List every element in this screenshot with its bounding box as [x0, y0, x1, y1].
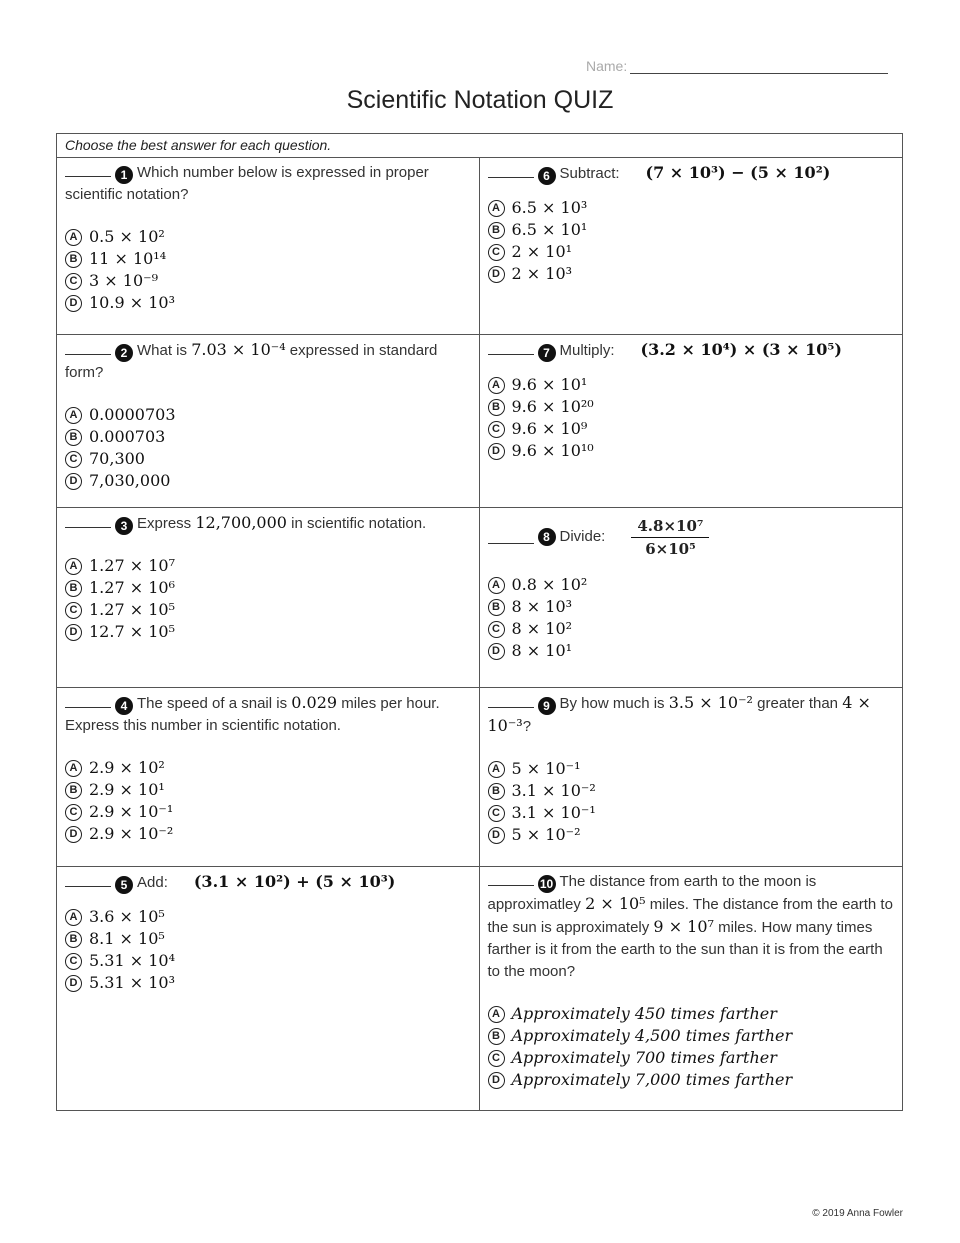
option-letter: D: [65, 624, 82, 641]
option-value: 5 × 10⁻²: [511, 825, 581, 844]
question-expression: 2 × 10⁵: [585, 894, 646, 913]
option-value: 1.27 × 10⁷: [89, 556, 175, 575]
option-letter: A: [488, 200, 505, 217]
name-blank-line[interactable]: [630, 59, 888, 74]
option-b[interactable]: [488, 596, 895, 618]
option-a[interactable]: [488, 374, 895, 396]
option-value: 0.0000703: [89, 405, 176, 424]
option-value: 8 × 10¹: [511, 641, 573, 660]
option-value: 1.27 × 10⁵: [89, 600, 175, 619]
option-a[interactable]: [65, 555, 471, 577]
question-expression: 12,700,000: [195, 513, 287, 532]
option-b[interactable]: [65, 577, 471, 599]
option-value: 2.9 × 10⁻¹: [89, 802, 174, 821]
question-number-badge: 1: [115, 166, 133, 184]
option-c[interactable]: [65, 270, 471, 292]
option-value: 8.1 × 10⁵: [89, 929, 165, 948]
option-c[interactable]: [488, 241, 895, 263]
question-2: [57, 335, 480, 507]
answer-blank[interactable]: [65, 342, 111, 355]
option-letter: C: [65, 273, 82, 290]
option-value: 8 × 10²: [511, 619, 573, 638]
question-text-pre: By how much is: [559, 695, 665, 712]
option-letter: A: [65, 558, 82, 575]
option-letter: A: [488, 377, 505, 394]
option-value: Approximately 7,000 times farther: [511, 1070, 793, 1089]
option-letter: D: [65, 826, 82, 843]
question-number-badge: 3: [115, 517, 133, 535]
option-letter: C: [488, 621, 505, 638]
option-d[interactable]: [65, 292, 471, 314]
option-letter: B: [65, 429, 82, 446]
option-letter: D: [65, 975, 82, 992]
question-expression: (7 × 10³) − (5 × 10²): [645, 163, 831, 182]
option-d[interactable]: [65, 972, 471, 994]
answer-blank[interactable]: [488, 873, 534, 886]
question-expression: 3.5 × 10⁻²: [668, 693, 753, 712]
options-list: [65, 906, 471, 994]
option-d[interactable]: [488, 440, 895, 462]
quiz-row: [57, 688, 902, 867]
option-value: 5 × 10⁻¹: [511, 759, 581, 778]
option-letter: D: [488, 443, 505, 460]
option-value: 6.5 × 10³: [511, 198, 588, 217]
option-value: 9.6 × 10¹: [511, 375, 588, 394]
option-letter: B: [65, 931, 82, 948]
fraction-numerator: 4.8×10⁷: [631, 515, 709, 538]
question-number-badge: 8: [538, 528, 556, 546]
quiz-row: [57, 335, 902, 508]
option-letter: D: [488, 266, 505, 283]
option-b[interactable]: [65, 928, 471, 950]
option-letter: A: [65, 909, 82, 926]
option-letter: B: [488, 1028, 505, 1045]
question-number-badge: 5: [115, 876, 133, 894]
option-letter: B: [65, 580, 82, 597]
quiz-table: [56, 133, 903, 1111]
option-letter: C: [65, 804, 82, 821]
option-a[interactable]: [488, 758, 895, 780]
question-text-post: expressed in standard form?: [65, 342, 438, 381]
question-text-post: miles per hour. Express this number in scientific notation.: [65, 695, 440, 734]
name-label: Name:: [586, 58, 628, 74]
question-expression-2: 9 × 10⁷: [653, 917, 714, 936]
option-value: 5.31 × 10³: [89, 973, 175, 992]
option-letter: C: [488, 421, 505, 438]
option-value: 8 × 10³: [511, 597, 573, 616]
question-text-pre: The speed of a snail is: [137, 695, 288, 712]
option-d[interactable]: [65, 621, 471, 643]
answer-blank[interactable]: [65, 874, 111, 887]
option-value: 0.5 × 10²: [89, 227, 165, 246]
option-letter: D: [65, 295, 82, 312]
option-value: 2.9 × 10²: [89, 758, 165, 777]
name-field[interactable]: [586, 58, 888, 74]
option-value: 3.6 × 10⁵: [89, 907, 165, 926]
question-expression: (3.2 × 10⁴) × (3 × 10⁵): [640, 340, 842, 359]
quiz-row: [57, 158, 902, 335]
option-letter: A: [65, 407, 82, 424]
question-text-mid: miles. The distance from the earth to the sun is approximately: [487, 896, 893, 936]
option-letter: D: [65, 473, 82, 490]
option-c[interactable]: [65, 599, 471, 621]
option-d[interactable]: [65, 470, 471, 492]
question-text-post: ?: [522, 718, 532, 735]
options-list: [65, 404, 471, 492]
question-number-badge: 9: [538, 697, 556, 715]
answer-blank[interactable]: [488, 531, 534, 544]
question-text-pre: Express: [137, 515, 192, 532]
instructions: Choose the best answer for each question.: [57, 134, 902, 158]
option-letter: A: [65, 760, 82, 777]
option-a[interactable]: [65, 226, 471, 248]
question-8: [480, 508, 903, 687]
option-letter: C: [488, 244, 505, 261]
question-text: Multiply:: [559, 342, 615, 359]
option-letter: A: [488, 1006, 505, 1023]
option-letter: D: [488, 643, 505, 660]
option-letter: C: [488, 805, 505, 822]
option-value: 2 × 10³: [511, 264, 573, 283]
option-value: Approximately 4,500 times farther: [511, 1026, 793, 1045]
option-letter: A: [488, 577, 505, 594]
question-text: Add:: [137, 874, 168, 891]
options-list: [65, 226, 471, 314]
option-value: 3.1 × 10⁻²: [511, 781, 596, 800]
option-b[interactable]: [488, 780, 895, 802]
options-list: [65, 555, 471, 643]
options-list: [488, 197, 895, 285]
option-letter: B: [65, 782, 82, 799]
option-value: 9.6 × 10¹⁰: [511, 441, 594, 460]
option-letter: C: [65, 953, 82, 970]
option-letter: C: [488, 1050, 505, 1067]
option-value: 70,300: [89, 449, 145, 468]
question-text: Which number below is expressed in proper scientific notation?: [65, 164, 429, 203]
option-letter: B: [65, 251, 82, 268]
option-d[interactable]: [488, 640, 895, 662]
option-value: 12.7 × 10⁵: [89, 622, 175, 641]
option-value: 3 × 10⁻⁹: [89, 271, 158, 290]
question-text-pre: What is: [137, 342, 188, 359]
option-value: 9.6 × 10⁹: [511, 419, 588, 438]
question-expression: (3.1 × 10²) + (5 × 10³): [193, 872, 396, 891]
quiz-row: [57, 867, 902, 1110]
question-expression: 0.029: [291, 693, 338, 712]
option-d[interactable]: [488, 824, 895, 846]
option-b[interactable]: [65, 779, 471, 801]
option-c[interactable]: [488, 418, 895, 440]
option-letter: A: [65, 229, 82, 246]
question-expression: 7.03 × 10⁻⁴: [191, 340, 286, 359]
option-a[interactable]: [488, 197, 895, 219]
question-number-badge: 7: [538, 344, 556, 362]
question-7: [480, 335, 903, 507]
option-letter: B: [488, 399, 505, 416]
division-fraction: [631, 515, 709, 560]
option-a[interactable]: [65, 404, 471, 426]
option-c[interactable]: [488, 1047, 895, 1069]
question-text: Divide:: [559, 528, 606, 545]
option-letter: D: [488, 1072, 505, 1089]
option-d[interactable]: [488, 263, 895, 285]
option-value: 2 × 10¹: [511, 242, 573, 261]
fraction-denominator: 6×10⁵: [645, 539, 696, 558]
option-value: 1.27 × 10⁶: [89, 578, 175, 597]
question-number-badge: 10: [538, 875, 556, 893]
question-6: [480, 158, 903, 334]
option-b[interactable]: [65, 426, 471, 448]
options-list: [488, 758, 895, 846]
option-b[interactable]: [488, 1025, 895, 1047]
option-b[interactable]: [488, 219, 895, 241]
quiz-row: [57, 508, 902, 688]
option-value: Approximately 450 times farther: [511, 1004, 777, 1023]
option-letter: B: [488, 222, 505, 239]
question-number-badge: 6: [538, 167, 556, 185]
option-value: 2.9 × 10⁻²: [89, 824, 174, 843]
option-value: 5.31 × 10⁴: [89, 951, 175, 970]
option-value: 10.9 × 10³: [89, 293, 175, 312]
option-letter: D: [488, 827, 505, 844]
question-text: Subtract:: [559, 165, 620, 182]
option-value: 0.000703: [89, 427, 166, 446]
question-4: [57, 688, 480, 866]
option-value: 3.1 × 10⁻¹: [511, 803, 596, 822]
question-9: [480, 688, 903, 866]
option-letter: C: [65, 451, 82, 468]
option-c[interactable]: [65, 950, 471, 972]
option-a[interactable]: [488, 574, 895, 596]
option-d[interactable]: [65, 823, 471, 845]
option-letter: C: [65, 602, 82, 619]
options-list: [65, 757, 471, 845]
option-a[interactable]: [65, 757, 471, 779]
question-text-post: miles. How many times farther is it from the earth to the sun than it is from the earth to the moon?: [487, 919, 883, 980]
option-value: 7,030,000: [89, 471, 171, 490]
answer-blank[interactable]: [65, 515, 111, 528]
option-c[interactable]: [65, 801, 471, 823]
question-10: [480, 867, 903, 1110]
option-c[interactable]: [488, 618, 895, 640]
question-3: [57, 508, 480, 687]
copyright-footer: © 2019 Anna Fowler: [812, 1208, 903, 1219]
option-value: 2.9 × 10¹: [89, 780, 165, 799]
option-letter: B: [488, 783, 505, 800]
option-a[interactable]: [65, 906, 471, 928]
question-5: [57, 867, 480, 1110]
option-d[interactable]: [488, 1069, 895, 1091]
question-text-pre: The distance from earth to the moon is approximatley: [487, 873, 817, 913]
option-c[interactable]: [488, 802, 895, 824]
option-value: 11 × 10¹⁴: [89, 249, 167, 268]
option-value: 6.5 × 10¹: [511, 220, 588, 239]
option-value: 0.8 × 10²: [511, 575, 588, 594]
answer-blank[interactable]: [488, 695, 534, 708]
option-c[interactable]: [65, 448, 471, 470]
option-letter: B: [488, 599, 505, 616]
answer-blank[interactable]: [488, 165, 534, 178]
option-value: 9.6 × 10²⁰: [511, 397, 594, 416]
option-b[interactable]: [488, 396, 895, 418]
option-value: Approximately 700 times farther: [511, 1048, 777, 1067]
question-text-mid: greater than: [757, 695, 839, 712]
option-letter: A: [488, 761, 505, 778]
page-title: Scientific Notation QUIZ: [346, 86, 614, 114]
options-list: [488, 1003, 895, 1091]
question-1: [57, 158, 480, 334]
answer-blank[interactable]: [65, 695, 111, 708]
question-number-badge: 4: [115, 697, 133, 715]
option-a[interactable]: [488, 1003, 895, 1025]
question-number-badge: 2: [115, 344, 133, 362]
answer-blank[interactable]: [488, 342, 534, 355]
answer-blank[interactable]: [65, 164, 111, 177]
question-text-post: in scientific notation.: [291, 515, 427, 532]
option-b[interactable]: [65, 248, 471, 270]
options-list: [488, 374, 895, 462]
options-list: [488, 574, 895, 662]
question-expression-2: 4 × 10⁻³: [487, 693, 871, 735]
